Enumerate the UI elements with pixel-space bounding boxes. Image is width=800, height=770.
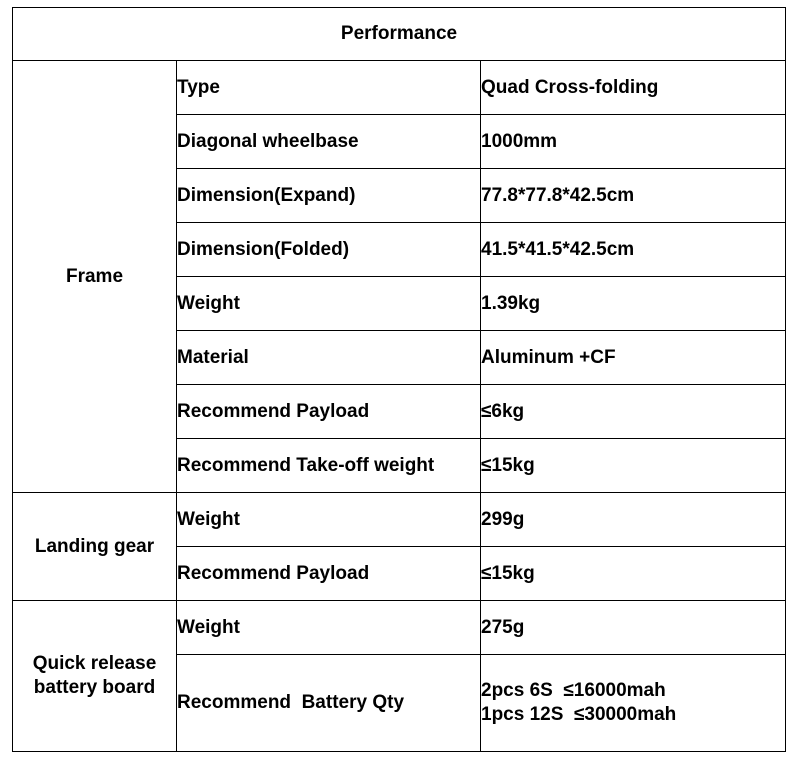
param-value — [481, 655, 786, 752]
table-row — [13, 61, 786, 115]
param-label: Type — [177, 61, 481, 115]
param-value: 299g — [481, 493, 786, 547]
param-label: Dimension(Expand) — [177, 169, 481, 223]
param-label: Weight — [177, 493, 481, 547]
param-value: 1.39kg — [481, 277, 786, 331]
param-value: 1000mm — [481, 115, 786, 169]
param-value: 77.8*77.8*42.5cm — [481, 169, 786, 223]
param-value: 275g — [481, 601, 786, 655]
param-value: ≤6kg — [481, 385, 786, 439]
table-row — [13, 601, 786, 655]
param-label: Dimension(Folded) — [177, 223, 481, 277]
group-name-line: battery board — [33, 677, 156, 698]
value-line: 2pcs 6S ≤16000mah — [481, 680, 666, 701]
performance-table — [12, 7, 786, 752]
param-value: Quad Cross-folding — [481, 61, 786, 115]
param-value: 41.5*41.5*42.5cm — [481, 223, 786, 277]
param-value: ≤15kg — [481, 439, 786, 493]
param-value: ≤15kg — [481, 547, 786, 601]
group-name-line: Quick release — [32, 653, 157, 674]
param-label: Weight — [177, 277, 481, 331]
value-line: 1pcs 12S ≤30000mah — [481, 704, 677, 725]
param-label: Material — [177, 331, 481, 385]
param-label: Weight — [177, 601, 481, 655]
param-value: Aluminum +CF — [481, 331, 786, 385]
group-landing-gear: Landing gear — [13, 493, 177, 601]
group-quick-release-battery-board — [13, 601, 177, 752]
table-title: Performance — [13, 8, 786, 61]
param-label: Recommend Battery Qty — [177, 655, 481, 752]
group-frame: Frame — [13, 61, 177, 493]
param-label: Recommend Payload — [177, 547, 481, 601]
param-label: Diagonal wheelbase — [177, 115, 481, 169]
param-label: Recommend Take-off weight — [177, 439, 481, 493]
param-label: Recommend Payload — [177, 385, 481, 439]
table-row — [13, 493, 786, 547]
